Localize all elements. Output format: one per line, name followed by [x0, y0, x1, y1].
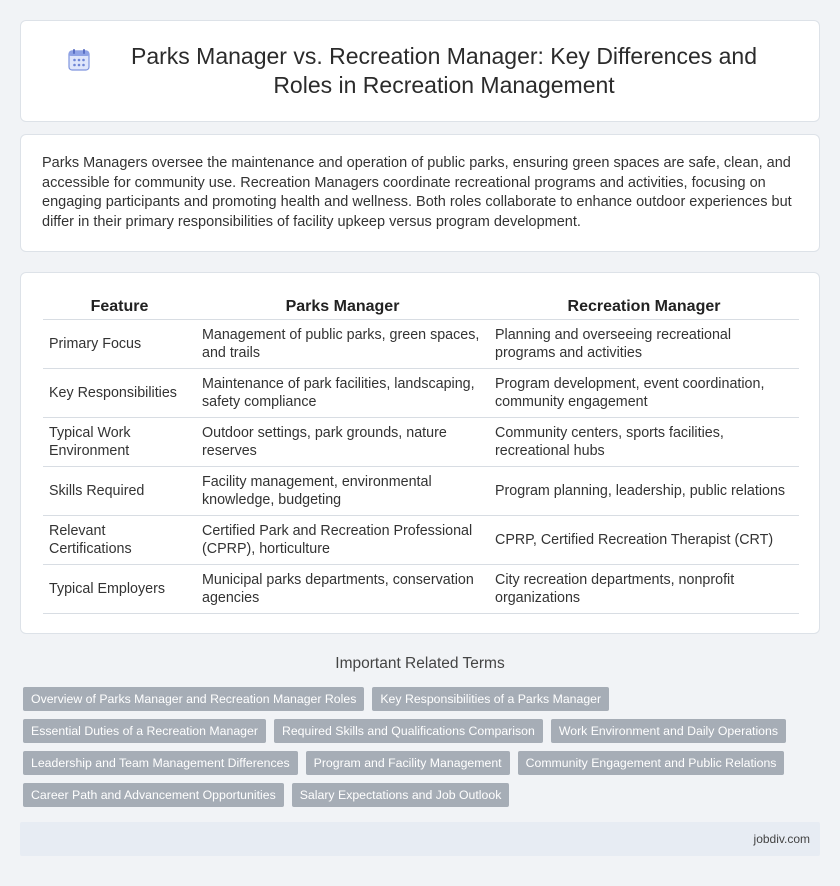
recreation-manager-cell: CPRP, Certified Recreation Therapist (CRT)	[489, 515, 799, 564]
column-header-recreation-manager: Recreation Manager	[489, 291, 799, 319]
parks-manager-cell: Municipal parks departments, conservation agencies	[196, 564, 489, 613]
related-term-tag[interactable]: Community Engagement and Public Relations	[518, 751, 785, 775]
table-row	[43, 564, 799, 613]
parks-manager-cell: Maintenance of park facilities, landscaping, safety compliance	[196, 368, 489, 417]
parks-manager-cell: Certified Park and Recreation Professional (CPRP), horticulture	[196, 515, 489, 564]
feature-cell: Key Responsibilities	[43, 368, 196, 417]
table-row	[43, 368, 799, 417]
feature-cell: Primary Focus	[43, 319, 196, 368]
page-title: Parks Manager vs. Recreation Manager: Key Differences and Roles in Recreation Management	[131, 43, 757, 98]
recreation-manager-cell: Community centers, sports facilities, recreational hubs	[489, 417, 799, 466]
related-term-tag[interactable]: Career Path and Advancement Opportunities	[23, 783, 284, 807]
comparison-table	[43, 291, 799, 614]
recreation-manager-cell: City recreation departments, nonprofit organizations	[489, 564, 799, 613]
related-term-tag[interactable]: Overview of Parks Manager and Recreation Manager Roles	[23, 687, 364, 711]
calendar-icon	[66, 47, 92, 73]
table-row	[43, 319, 799, 368]
table-header-row	[43, 291, 799, 319]
related-term-tag[interactable]: Leadership and Team Management Differences	[23, 751, 298, 775]
feature-cell: Typical Work Environment	[43, 417, 196, 466]
intro-paragraph: Parks Managers oversee the maintenance and operation of public parks, ensuring green spaces are safe, clean, and accessible for community use. Recreation Managers coordinate recreational programs and activities, focusing on engaging participants and promoting health and wellness. Both roles collaborate to enhance outdoor experiences but differ in their primary responsibilities of facility upkeep versus program development.	[42, 155, 792, 230]
title-card	[20, 20, 820, 122]
related-terms-tags	[23, 687, 823, 815]
footer	[20, 822, 820, 856]
related-terms-heading: Important Related Terms	[335, 655, 505, 672]
tag-row	[23, 719, 823, 743]
related-term-tag[interactable]: Salary Expectations and Job Outlook	[292, 783, 510, 807]
recreation-manager-cell: Program planning, leadership, public relations	[489, 466, 799, 515]
tag-row	[23, 783, 823, 807]
parks-manager-cell: Outdoor settings, park grounds, nature reserves	[196, 417, 489, 466]
table-row	[43, 466, 799, 515]
related-term-tag[interactable]: Essential Duties of a Recreation Manager	[23, 719, 266, 743]
tag-row	[23, 751, 823, 775]
feature-cell: Typical Employers	[43, 564, 196, 613]
comparison-table-card	[20, 272, 820, 634]
intro-card	[20, 134, 820, 252]
parks-manager-cell: Facility management, environmental knowledge, budgeting	[196, 466, 489, 515]
related-term-tag[interactable]: Required Skills and Qualifications Comparison	[274, 719, 543, 743]
recreation-manager-cell: Planning and overseeing recreational programs and activities	[489, 319, 799, 368]
column-header-feature: Feature	[43, 291, 196, 319]
title-wrap	[60, 42, 780, 100]
feature-cell: Relevant Certifications	[43, 515, 196, 564]
feature-cell: Skills Required	[43, 466, 196, 515]
footer-site-link[interactable]: jobdiv.com	[753, 832, 810, 846]
related-term-tag[interactable]: Program and Facility Management	[306, 751, 510, 775]
parks-manager-cell: Management of public parks, green spaces, and trails	[196, 319, 489, 368]
recreation-manager-cell: Program development, event coordination, community engagement	[489, 368, 799, 417]
tag-row	[23, 687, 823, 711]
column-header-parks-manager: Parks Manager	[196, 291, 489, 319]
related-term-tag[interactable]: Work Environment and Daily Operations	[551, 719, 786, 743]
table-row	[43, 417, 799, 466]
related-term-tag[interactable]: Key Responsibilities of a Parks Manager	[372, 687, 609, 711]
table-row	[43, 515, 799, 564]
